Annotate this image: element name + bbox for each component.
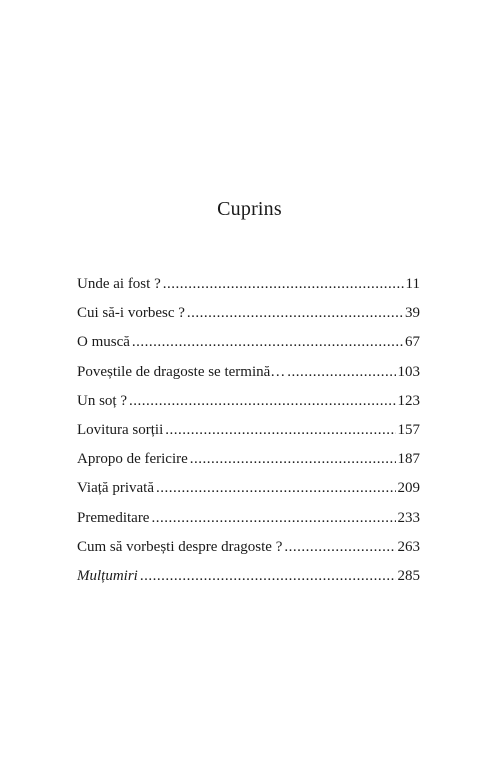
toc-entry bbox=[77, 387, 420, 416]
toc-dot-leader bbox=[187, 299, 403, 328]
toc-entry-title: Cui să-i vorbesc ? bbox=[77, 305, 185, 322]
toc-entry-title: Cum să vorbești despre dragoste ? bbox=[77, 538, 283, 555]
toc-entry bbox=[77, 416, 420, 445]
toc-entry-page: 103 bbox=[397, 363, 420, 380]
toc-entry-page: 263 bbox=[397, 538, 420, 555]
toc-entry-title: Mulțumiri bbox=[77, 567, 138, 584]
toc-entry-page: 233 bbox=[397, 509, 420, 526]
toc-entry-title: Poveștile de dragoste se termină… bbox=[77, 363, 286, 380]
toc-entry-page: 187 bbox=[397, 451, 420, 468]
toc-entry-title: Viață privată bbox=[77, 480, 154, 497]
toc-dot-leader bbox=[129, 387, 396, 416]
toc-dot-leader bbox=[165, 416, 395, 445]
table-of-contents bbox=[77, 270, 420, 591]
toc-dot-leader bbox=[163, 270, 404, 299]
toc-entry-title: Lovitura sorții bbox=[77, 421, 164, 438]
toc-entry bbox=[77, 270, 420, 299]
toc-entry-page: 285 bbox=[397, 567, 420, 584]
toc-entry bbox=[77, 445, 420, 474]
toc-entry-title: Apropo de fericire bbox=[77, 451, 188, 468]
toc-dot-leader bbox=[140, 562, 396, 591]
page-title: Cuprins bbox=[217, 198, 282, 220]
toc-entry bbox=[77, 504, 420, 533]
toc-dot-leader bbox=[132, 328, 403, 357]
toc-entry-page: 11 bbox=[405, 276, 420, 292]
toc-entry bbox=[77, 299, 420, 328]
toc-entry-title: O muscă bbox=[77, 334, 130, 351]
toc-entry-page: 123 bbox=[397, 392, 420, 409]
toc-dot-leader bbox=[190, 445, 396, 474]
toc-entry-page: 209 bbox=[397, 480, 420, 497]
toc-entry bbox=[77, 562, 420, 591]
toc-entry-page: 39 bbox=[405, 305, 420, 322]
toc-dot-leader bbox=[287, 358, 395, 387]
toc-dot-leader bbox=[284, 533, 395, 562]
toc-entry-title: Unde ai fost ? bbox=[77, 276, 161, 292]
toc-dot-leader bbox=[156, 474, 396, 503]
toc-entry bbox=[77, 328, 420, 357]
toc-entry-page: 67 bbox=[405, 334, 420, 351]
toc-entry-title: Un soț ? bbox=[77, 392, 127, 409]
toc-dot-leader bbox=[151, 504, 395, 533]
toc-entry-page: 157 bbox=[397, 421, 420, 438]
toc-entry-title: Premeditare bbox=[77, 509, 150, 526]
toc-entry bbox=[77, 474, 420, 503]
toc-entry bbox=[77, 358, 420, 387]
toc-entry bbox=[77, 533, 420, 562]
